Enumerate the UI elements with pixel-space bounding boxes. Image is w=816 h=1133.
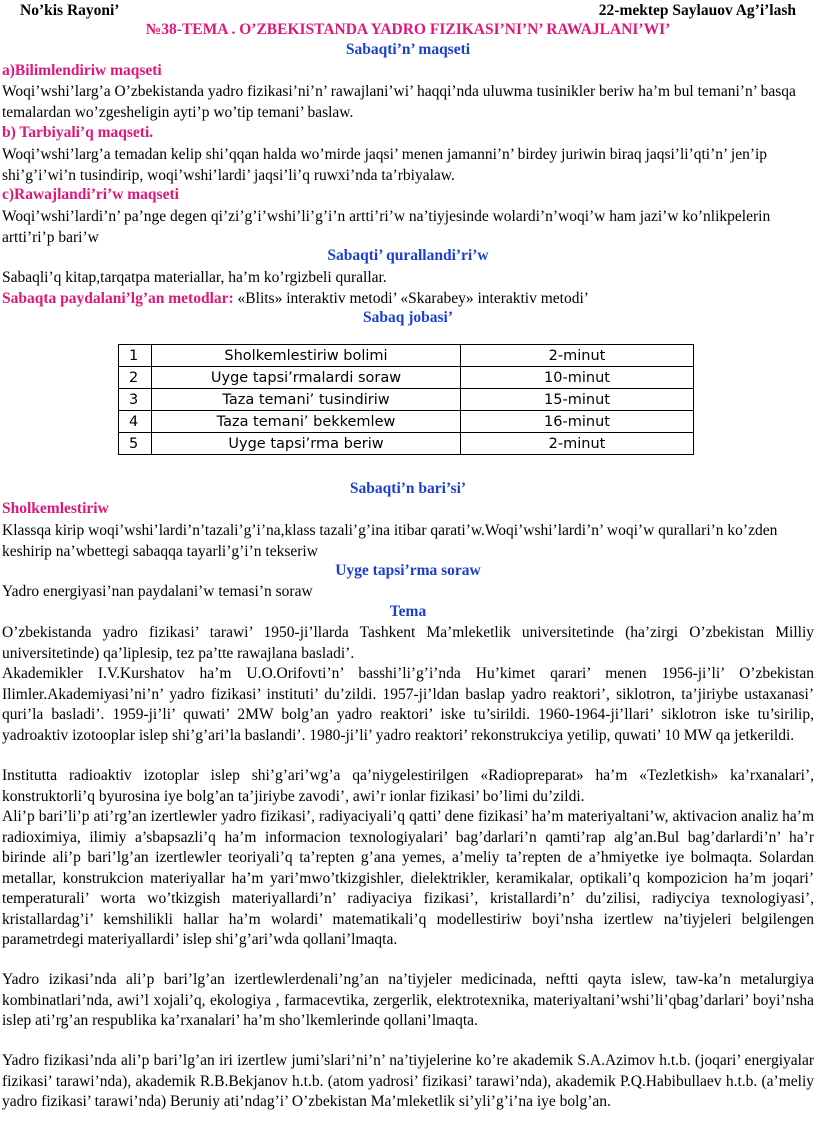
plan-step-time: 2-minut <box>461 433 694 455</box>
methods-text: «Blits» interaktiv metodi’ «Skarabey» interaktiv metodi’ <box>233 290 589 307</box>
org-heading: Sholkemlestiriw <box>2 500 109 517</box>
goal-c-text: Woqi’wshi’lardi’n’ pa’nge degen qi’zi’g’i’wshi’li’g’i’n artti’ri’w na’tiyjesinde wolardi’n’woqi’w ham jazi’w ko’nlikpelerin artti’ri’p bari’w <box>2 208 771 246</box>
topic-heading: Tema <box>389 603 427 620</box>
topic-paragraph-2: Akademikler I.V.Kurshatov ha’m U.O.Orifovti’n’ basshi’li’g’i’nda Hu’kimet qarari’ menen 1956-ji’li’ O’zbekistan Ilimler.Akademiyasi’ni’n’ yadro fizikasi’ instituti’ du’zildi. 1957-ji’ldan baslap yadro reaktori’, siklotron, ta’jiriybe ustaxanasi’ quri’la basladi’. 1959-ji’li’ quwati’ 2MW bolg’an yadro reaktori’ iske tu’sirildi. 1960-1964-ji’llari’ siklotron iske tu’sirilip, yadroaktiv izotooplar islep shi’g’ari’la baslandi’. 1980-ji’li’ yadro reaktori’ rekonstrukciya yetilip, quwati’ 10 MW qa jetkerildi. <box>2 665 814 744</box>
plan-step-number: 4 <box>119 411 152 433</box>
plan-step-name: Uyge tapsi’rma beriw <box>152 433 461 455</box>
plan-step-time: 16-minut <box>461 411 694 433</box>
methods-label: Sabaqta paydalani’lg’an metodlar: <box>2 290 234 307</box>
topic-paragraph-1: O’zbekistanda yadro fizikasi’ tarawi’ 1950-ji’llarda Tashkent Ma’mleketlik universitetinde (ha’zirgi O’zbekistan Milliy universitetinde) qa’liplesip, tez pa’tte rawajlana basladi’. <box>2 624 814 662</box>
lesson-plan-table <box>118 344 694 455</box>
homework-text: Yadro energiyasi’nan paydalani’w temasi’n soraw <box>2 583 313 600</box>
topic-paragraph-6: Yadro fizikasi’nda ali’p bari’lg’an iri izertlew jumi’slari’ni’n’ na’tiyjelerine ko’re akademik S.A.Azimov h.t.b. (joqari’ energiyalar fizikasi’ tarawi’nda), akademik R.B.Bekjanov h.t.b. (atom yadrosi’ fizikasi’ tarawi’nda), akademik P.Q.Habibullaev h.t.b. (a’meliy yadro fizikasi’ tarawi’nda) Beruniy ati’ndag’i’ O’zbekistan Ma’mleketlik si’yli’g’i’na iye bolg’an. <box>2 1052 814 1110</box>
plan-heading: Sabaq jobasi’ <box>362 309 454 326</box>
progress-heading: Sabaqti’n bari’si’ <box>349 480 467 497</box>
goal-b-text: Woqi’wshi’larg’a temadan kelip shi’qqan halda wo’mirde jaqsi’ menen jamanni’n’ birdey juriwin biraq jaqsi’li’qti’n’ jen’ip shi’g’i’wi’n tusindirip, woqi’wshi’lardi’ jaqsi’li’q ruwxi’nda ta’rbiyalaw. <box>2 146 768 184</box>
lesson-title: №38-TEMA . O’ZBEKISTANDA YADRO FIZIKASI’NI’N’ RAWAJLANI’WI’ <box>145 21 671 38</box>
methods-line <box>2 289 814 310</box>
header-district: No’kis Rayoni’ <box>20 2 120 19</box>
plan-step-name: Taza temani’ tusindiriw <box>152 389 461 411</box>
goal-a-heading: a)Bilimlendiriw maqseti <box>2 62 162 79</box>
plan-step-name: Uyge tapsi’rmalardi soraw <box>152 367 461 389</box>
plan-step-time: 10-minut <box>461 367 694 389</box>
topic-paragraph-4: Ali’p bari’li’p ati’rg’an izertlewler yadro fizikasi’, radiyaciyali’q qatti’ dene fizikasi’ ha’m materiyaltani’w, aktivacion analiz ha’m radioximiya, ilimiy a’sbapsazli’q ha’m informacion texnologiyalari’ bag’darlari’n qamti’rap alg’an.Bul bag’darlardi’n’ ha’r birinde ali’p bari’lg’an izertlewler teoriyali’q ta’repten g’ana yemes, a’meliy ta’repten de a’hmiyetke iye bolmaqta. Solardan metallar, konstrukcion materiyallar ha’m yari’mwo’tkizgishler, dielektrikler, keramikalar, optikali’q kompozicion ha’m joqari’ temperaturali’ worta wo’tkizgish materiyallardi’n’ radiyaciya fizikasi’, kristallardi’n’ du’zilisi, radiyciya texnologiyasi’, kristallardag’i’ kemshilikli hallar ha’m wolardi’ matematikali’q modellestiriw boyi’nsha izertlew na’tiyjeleri belgilengen parametrdegi materiyallardi’ islep shi’g’ari’wda qollani’lmaqta. <box>2 808 814 948</box>
table-row <box>119 367 694 389</box>
topic-paragraph-5: Yadro izikasi’nda ali’p bari’lg’an izertlewlerdenali’ng’an na’tiyjeler medicinada, neftti qayta islew, taw-ka’n metalurgiya kombinatlari’nda, awi’l xojali’q, ekologiya , farmacevtika, zergerlik, elektrotexnika, materiyaltani’wshi’li’qbag’darlari’ boyi’nsha islep ati’rg’an respublika ka’rxanalari’ ha’m sho’lkemlerinde qollani’lmaqta. <box>2 971 814 1029</box>
homework-heading: Uyge tapsi’rma soraw <box>335 562 481 579</box>
goal-c-heading: c)Rawajlandi’ri’w maqseti <box>2 186 179 203</box>
goals-heading: Sabaqti’n’ maqseti <box>345 41 471 58</box>
equipment-text: Sabaqli’q kitap,tarqatpa materiallar, ha’m ko’rgizbeli qurallar. <box>2 269 387 286</box>
goal-a-text: Woqi’wshi’larg’a O’zbekistanda yadro fizikasi’ni’n’ rawajlani’wi’ haqqi’nda uluwma tusinikler beriw ha’m bul temani’n’ basqa temalardan wo’zgesheligin ayti’p wo’tip temani’ baslaw. <box>2 83 796 121</box>
plan-step-number: 3 <box>119 389 152 411</box>
table-row <box>119 433 694 455</box>
table-row <box>119 411 694 433</box>
org-text: Klassqa kirip woqi’wshi’lardi’n’tazali’g’i’na,klass tazali’g’ina itibar qarati’w.Woqi’wshi’lardi’n’ woqi’w qurallari’n ko’zden keshirip na’wbettegi sabaqqa tayarli’g’i’n tekseriw <box>2 522 778 560</box>
plan-step-number: 5 <box>119 433 152 455</box>
topic-paragraph-3: Institutta radioaktiv izotoplar islep shi’g’ari’wg’a qa’niygelestirilgen «Radiopreparat» ha’m «Tezletkish» ka’rxanalari’, konstruktorli’q byurosina iye bolg’an ta’jiriybe zavodi’, awi’r ionlar fizikasi’ bo’limi du’zildi. <box>2 767 814 805</box>
plan-step-name: Taza temani’ bekkemlew <box>152 411 461 433</box>
plan-step-number: 2 <box>119 367 152 389</box>
table-row <box>119 389 694 411</box>
plan-step-number: 1 <box>119 345 152 367</box>
plan-step-time: 15-minut <box>461 389 694 411</box>
plan-step-time: 2-minut <box>461 345 694 367</box>
plan-step-name: Sholkemlestiriw bolimi <box>152 345 461 367</box>
header-school-author: 22-mektep Saylauov Ag’i’lash <box>598 2 796 19</box>
table-row <box>119 345 694 367</box>
goal-b-heading: b) Tarbiyali’q maqseti. <box>2 124 154 141</box>
equipment-heading: Sabaqti’ qurallandi’ri’w <box>327 247 489 264</box>
